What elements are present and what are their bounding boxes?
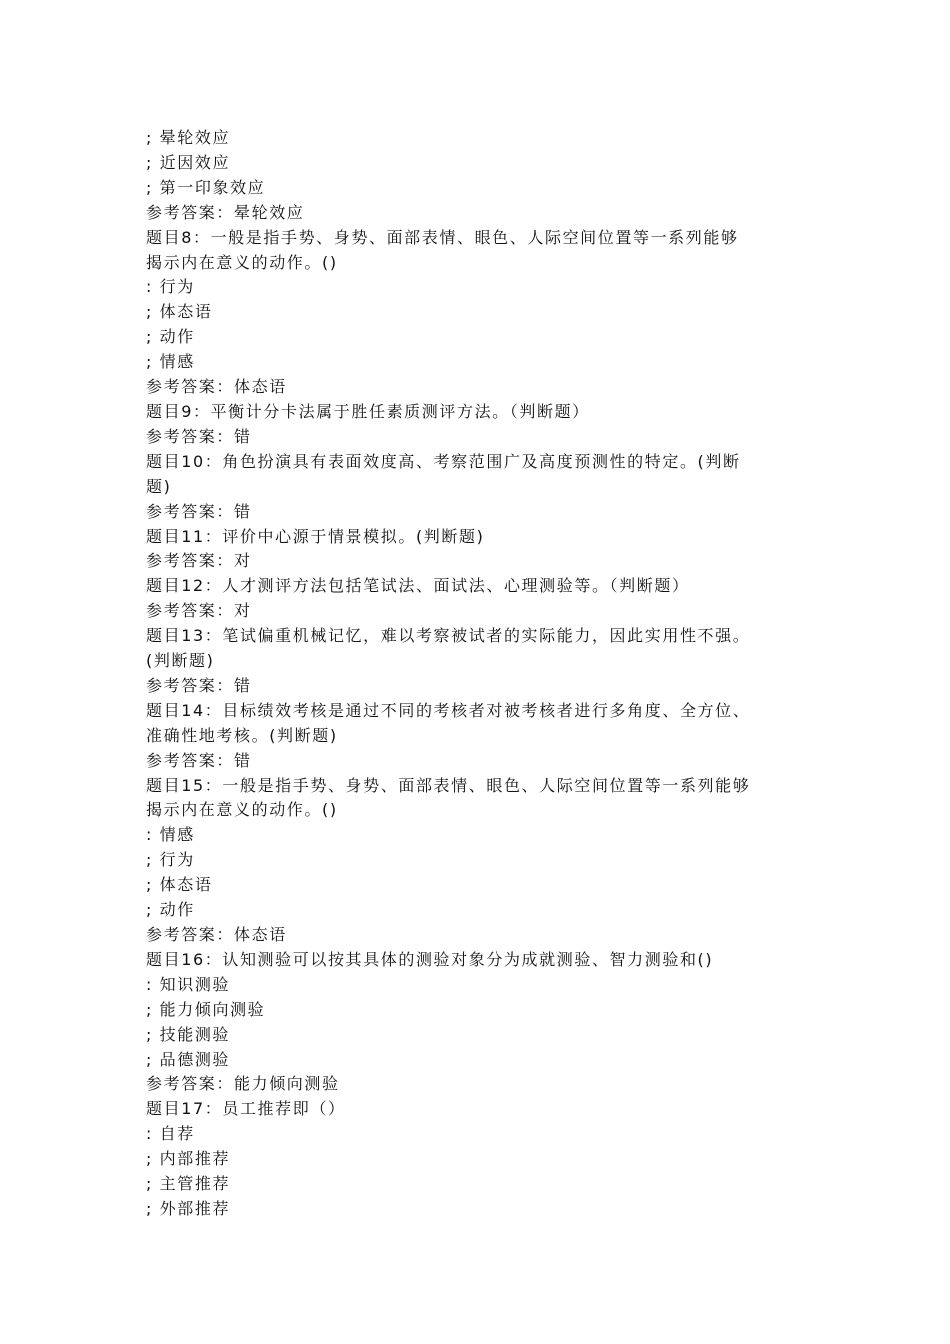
question-line-cont: (判断题) <box>146 651 215 671</box>
option-line: ; 内部推荐 <box>146 1149 231 1169</box>
option-line: ; 能力倾向测验 <box>146 999 266 1019</box>
question-line: 题目8：一般是指手势、身势、面部表情、眼色、人际空间位置等一系列能够 <box>146 227 739 247</box>
option-line: : 情感 <box>146 825 195 845</box>
option-line: : 自荐 <box>146 1124 195 1144</box>
answer-line: 参考答案：错 <box>146 426 252 446</box>
question-line: 题目16：认知测验可以按其具体的测验对象分为成就测验、智力测验和() <box>146 949 714 969</box>
option-line: ; 技能测验 <box>146 1024 231 1044</box>
answer-line: 参考答案：错 <box>146 750 252 770</box>
option-line: : 知识测验 <box>146 974 231 994</box>
question-line: 题目14：目标绩效考核是通过不同的考核者对被考核者进行多角度、全方位、 <box>146 700 751 720</box>
document-page <box>146 126 806 1222</box>
option-line: ; 晕轮效应 <box>146 128 231 147</box>
question-line-cont: 揭示内在意义的动作。() <box>146 252 338 272</box>
question-line: 题目17：员工推荐即（） <box>146 1099 346 1119</box>
question-line: 题目13：笔试偏重机械记忆，难以考察被试者的实际能力，因此实用性不强。 <box>146 626 751 646</box>
option-line: ; 体态语 <box>146 875 213 895</box>
option-line: ; 主管推荐 <box>146 1174 231 1194</box>
option-line: ; 第一印象效应 <box>146 177 266 197</box>
option-line: ; 外部推荐 <box>146 1198 231 1218</box>
answer-line: 参考答案：能力倾向测验 <box>146 1074 340 1094</box>
option-line: ; 行为 <box>146 850 195 870</box>
option-line: : 行为 <box>146 277 195 297</box>
option-line: ; 体态语 <box>146 302 213 322</box>
answer-line: 参考答案：错 <box>146 675 252 695</box>
answer-line: 参考答案：晕轮效应 <box>146 202 305 222</box>
option-line: ; 动作 <box>146 900 195 920</box>
question-line: 题目11：评价中心源于情景模拟。(判断题) <box>146 526 485 546</box>
question-line: 题目10：角色扮演具有表面效度高、考察范围广及高度预测性的特定。(判断 <box>146 451 741 471</box>
question-line: 题目9：平衡计分卡法属于胜任素质测评方法。（判断题） <box>146 401 590 421</box>
answer-line: 参考答案：体态语 <box>146 377 287 397</box>
answer-line: 参考答案：对 <box>146 551 252 571</box>
option-line: ; 情感 <box>146 352 195 372</box>
answer-line: 参考答案：体态语 <box>146 925 287 944</box>
question-line: 题目15：一般是指手势、身势、面部表情、眼色、人际空间位置等一系列能够 <box>146 775 751 795</box>
question-line: 题目12：人才测评方法包括笔试法、面试法、心理测验等。（判断题） <box>146 576 690 596</box>
question-line-cont: 揭示内在意义的动作。() <box>146 800 338 820</box>
option-line: ; 动作 <box>146 327 195 347</box>
option-line: ; 品德测验 <box>146 1049 231 1069</box>
question-line-cont: 题) <box>146 476 172 496</box>
answer-line: 参考答案：对 <box>146 601 252 621</box>
answer-line: 参考答案：错 <box>146 501 252 521</box>
question-line-cont: 准确性地考核。(判断题) <box>146 725 338 745</box>
option-line: ; 近因效应 <box>146 152 231 172</box>
